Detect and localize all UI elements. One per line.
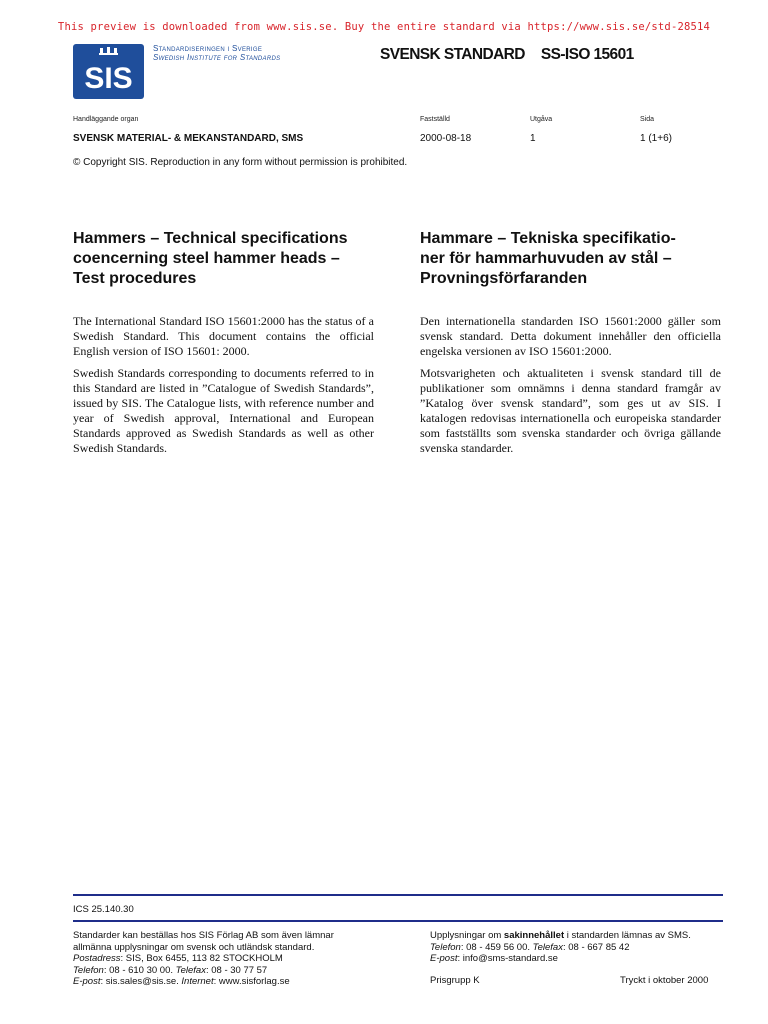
sms-info-pre: Upplysningar om: [430, 930, 504, 941]
standard-number: SS-ISO 15601: [540, 46, 634, 63]
sms-info-bold: sakinnehållet: [503, 930, 565, 941]
sis-logo: [73, 44, 144, 99]
crown-icon: [99, 47, 118, 55]
english-heading: [73, 229, 383, 289]
ics-code: ICS 25.140.30: [73, 904, 134, 915]
telefax-value: : 08 - 30 77 57: [205, 964, 268, 976]
org-name: [153, 44, 280, 62]
sms-phone-line: [430, 942, 723, 954]
footer-right: [430, 930, 723, 965]
telefon-label: Telefon: [73, 964, 104, 976]
standard-label: SVENSK STANDARD: [380, 46, 525, 63]
internet-label: Internet: [181, 976, 214, 987]
english-paragraph-2: Swedish Standards corresponding to documents referred to in this Standard are listed in ”Catalogue of Swedish Standards”, issued by SIS. The Catalogue lists, with reference number and year of Swedish approval, International and European Standards approved as Swedish Standards as well as other Swedish Standards.: [73, 366, 374, 455]
swedish-paragraph-2: Motsvarigheten och aktualiteten i svensk standard till de publikationer som omnämns i denna standard framgår av ”Katalog över svensk standard”, som ges ut av SIS. I katalogen redovisas internationella och europeiska standarder som fastställts som svenska standarder och övriga gällande svenska standarder.: [420, 366, 721, 455]
logo-text: SIS: [84, 62, 133, 95]
org-name-en: Swedish Institute for Standards: [153, 53, 281, 62]
postadress-value: : SIS, Box 6455, 113 82 STOCKHOLM: [120, 953, 283, 964]
sms-telefax-label: Telefax: [532, 941, 563, 953]
standard-title: [380, 46, 650, 64]
english-paragraph-1: The International Standard ISO 15601:2000 has the status of a Swedish Standard. This document contains the official English version of ISO 15601: 2000.: [73, 314, 374, 358]
utgava-label: Utgåva: [530, 116, 553, 123]
sms-info-post: i standarden lämnas av SMS.: [564, 930, 691, 941]
handlaggande-label: Handläggande organ: [73, 116, 139, 123]
footer-left-line: Standarder kan beställas hos SIS Förlag AB som även lämnar: [73, 930, 334, 941]
sida-label: Sida: [640, 116, 655, 123]
faststalld-value: 2000-08-18: [420, 133, 472, 144]
faststalld-label: Fastställd: [420, 116, 450, 123]
swedish-paragraph-1: Den internationella standarden ISO 15601:2000 gäller som svensk standard. Detta dokument innehåller den officiella engelska versionen av ISO 15601:2000.: [420, 314, 721, 358]
sis-contact-line: [73, 976, 403, 988]
sms-info-line: [430, 930, 723, 942]
swedish-heading: [420, 229, 730, 289]
prisgrupp: Prisgrupp K: [430, 975, 480, 986]
footer-left-line: allmänna upplysningar om svensk och utländsk standard.: [73, 941, 315, 953]
sida-value: 1 (1+6): [640, 133, 672, 144]
sis-phone-line: [73, 965, 403, 977]
sms-epost-label: E-post: [430, 953, 458, 964]
internet-value: : www.sisforlag.se: [213, 976, 290, 987]
telefon-value: : 08 - 610 30 00.: [103, 964, 176, 976]
english-heading-line: Hammers – Technical specifications: [73, 230, 348, 247]
footer-rule-top: [73, 894, 723, 896]
sms-telefon-label: Telefon: [430, 941, 461, 953]
sms-telefon-value: : 08 - 459 56 00.: [460, 941, 533, 953]
epost-label: E-post: [73, 976, 101, 987]
swedish-heading-line: ner för hammarhuvuden av stål –: [420, 250, 672, 267]
utgava-value: 1: [530, 133, 536, 144]
english-body: [73, 314, 374, 456]
org-name-sv: Standardiseringen i Sverige: [153, 44, 263, 53]
postadress-label: Postadress: [73, 953, 121, 964]
postadress-line: [73, 953, 403, 965]
preview-notice: This preview is downloaded from www.sis.se. Buy the entire standard via https://www.sis.se/std-28514: [57, 21, 711, 33]
copyright-notice: © Copyright SIS. Reproduction in any form without permission is prohibited.: [73, 157, 408, 168]
swedish-heading-line: Provningsförfaranden: [420, 270, 588, 287]
epost-value: : sis.sales@sis.se.: [100, 976, 182, 987]
sms-epost-line: [430, 953, 723, 965]
tryckt-date: Tryckt i oktober 2000: [620, 975, 709, 986]
telefax-label: Telefax: [175, 964, 206, 976]
footer-left: [73, 930, 403, 988]
english-heading-line: Test procedures: [73, 270, 197, 287]
handlaggande-value: SVENSK MATERIAL- & MEKANSTANDARD, SMS: [73, 133, 304, 144]
footer-rule-bottom: [73, 920, 723, 922]
sms-epost-value: : info@sms-standard.se: [457, 953, 558, 964]
sms-telefax-value: : 08 - 667 85 42: [562, 941, 630, 953]
swedish-heading-line: Hammare – Tekniska specifikatio-: [420, 230, 676, 247]
swedish-body: [420, 314, 721, 456]
english-heading-line: coencerning steel hammer heads –: [73, 250, 340, 267]
